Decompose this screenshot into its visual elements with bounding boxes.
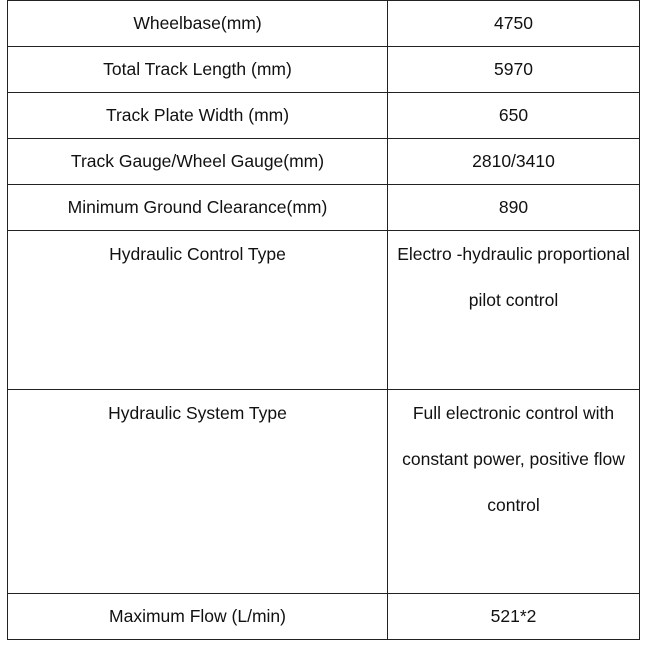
row-value: Electro -hydraulic proportional pilot control <box>388 231 640 390</box>
row-value: 4750 <box>388 1 640 47</box>
row-value: 521*2 <box>388 594 640 640</box>
row-label: Minimum Ground Clearance(mm) <box>8 185 388 231</box>
table-row <box>8 1 640 47</box>
table-row <box>8 47 640 93</box>
row-label: Hydraulic System Type <box>8 390 388 594</box>
row-label: Track Gauge/Wheel Gauge(mm) <box>8 139 388 185</box>
table-row <box>8 231 640 390</box>
row-value: 650 <box>388 93 640 139</box>
spec-table <box>7 0 640 640</box>
row-value: 890 <box>388 185 640 231</box>
row-label: Total Track Length (mm) <box>8 47 388 93</box>
table-row <box>8 594 640 640</box>
row-label: Hydraulic Control Type <box>8 231 388 390</box>
row-label: Wheelbase(mm) <box>8 1 388 47</box>
table-row <box>8 185 640 231</box>
row-label: Maximum Flow (L/min) <box>8 594 388 640</box>
table-row <box>8 139 640 185</box>
row-value: 5970 <box>388 47 640 93</box>
row-label: Track Plate Width (mm) <box>8 93 388 139</box>
row-value: 2810/3410 <box>388 139 640 185</box>
row-value: Full electronic control with constant power, positive flow control <box>388 390 640 594</box>
table-row <box>8 390 640 594</box>
table-row <box>8 93 640 139</box>
